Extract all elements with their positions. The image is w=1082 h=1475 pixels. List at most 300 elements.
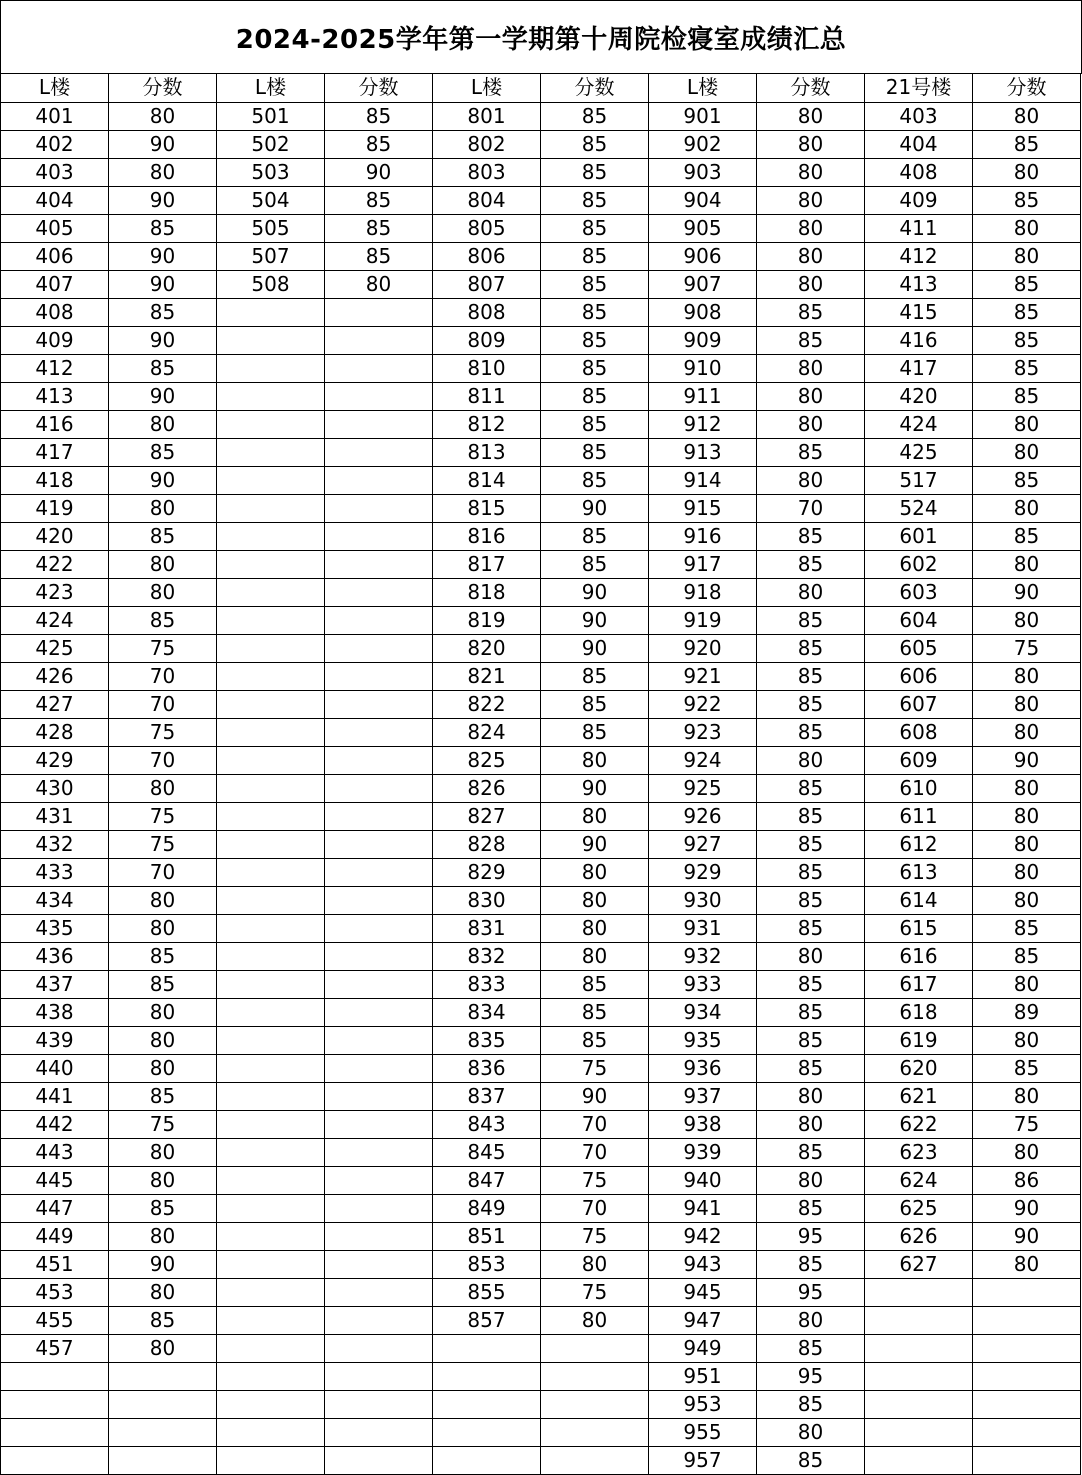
- score-cell[interactable]: 90: [973, 1222, 1081, 1250]
- room-cell[interactable]: 436: [1, 942, 109, 970]
- room-cell[interactable]: [217, 1054, 325, 1082]
- room-cell[interactable]: 614: [865, 886, 973, 914]
- score-cell[interactable]: 80: [973, 1138, 1081, 1166]
- room-cell[interactable]: [217, 746, 325, 774]
- score-cell[interactable]: 85: [541, 326, 649, 354]
- room-cell[interactable]: [217, 802, 325, 830]
- score-cell[interactable]: [325, 942, 433, 970]
- score-cell[interactable]: 80: [109, 914, 217, 942]
- score-cell[interactable]: 85: [325, 214, 433, 242]
- room-cell[interactable]: 905: [649, 214, 757, 242]
- room-cell[interactable]: 435: [1, 914, 109, 942]
- room-cell[interactable]: 815: [433, 494, 541, 522]
- score-cell[interactable]: 80: [973, 858, 1081, 886]
- score-cell[interactable]: 80: [109, 410, 217, 438]
- score-cell[interactable]: 80: [973, 718, 1081, 746]
- room-cell[interactable]: [217, 410, 325, 438]
- room-cell[interactable]: [433, 1418, 541, 1446]
- room-cell[interactable]: 845: [433, 1138, 541, 1166]
- room-cell[interactable]: 822: [433, 690, 541, 718]
- score-cell[interactable]: [325, 1278, 433, 1306]
- score-cell[interactable]: 80: [109, 494, 217, 522]
- room-cell[interactable]: 853: [433, 1250, 541, 1278]
- room-cell[interactable]: [217, 1306, 325, 1334]
- score-cell[interactable]: [973, 1306, 1081, 1334]
- score-cell[interactable]: [325, 746, 433, 774]
- score-cell[interactable]: 80: [541, 886, 649, 914]
- score-cell[interactable]: 85: [541, 690, 649, 718]
- room-cell[interactable]: [433, 1362, 541, 1390]
- room-cell[interactable]: 606: [865, 662, 973, 690]
- score-cell[interactable]: 80: [109, 1026, 217, 1054]
- room-cell[interactable]: [217, 298, 325, 326]
- room-cell[interactable]: 626: [865, 1222, 973, 1250]
- room-cell[interactable]: 603: [865, 578, 973, 606]
- score-cell[interactable]: [109, 1446, 217, 1474]
- score-cell[interactable]: 80: [109, 102, 217, 130]
- room-cell[interactable]: 425: [1, 634, 109, 662]
- room-cell[interactable]: [217, 438, 325, 466]
- room-cell[interactable]: 909: [649, 326, 757, 354]
- score-cell[interactable]: 85: [541, 102, 649, 130]
- room-cell[interactable]: 622: [865, 1110, 973, 1138]
- room-cell[interactable]: 814: [433, 466, 541, 494]
- room-cell[interactable]: 934: [649, 998, 757, 1026]
- room-cell[interactable]: 613: [865, 858, 973, 886]
- room-cell[interactable]: 951: [649, 1362, 757, 1390]
- score-cell[interactable]: 85: [757, 1334, 865, 1362]
- room-cell[interactable]: 601: [865, 522, 973, 550]
- score-cell[interactable]: 85: [109, 1194, 217, 1222]
- room-cell[interactable]: 417: [1, 438, 109, 466]
- score-cell[interactable]: 70: [109, 690, 217, 718]
- room-cell[interactable]: 921: [649, 662, 757, 690]
- room-cell[interactable]: 825: [433, 746, 541, 774]
- room-cell[interactable]: [217, 690, 325, 718]
- score-cell[interactable]: 85: [541, 214, 649, 242]
- score-cell[interactable]: 85: [757, 858, 865, 886]
- room-cell[interactable]: 611: [865, 802, 973, 830]
- score-cell[interactable]: 95: [757, 1362, 865, 1390]
- score-cell[interactable]: 85: [757, 662, 865, 690]
- room-cell[interactable]: 912: [649, 410, 757, 438]
- room-cell[interactable]: 913: [649, 438, 757, 466]
- room-cell[interactable]: 507: [217, 242, 325, 270]
- room-cell[interactable]: 617: [865, 970, 973, 998]
- score-cell[interactable]: 75: [541, 1222, 649, 1250]
- room-cell[interactable]: 616: [865, 942, 973, 970]
- score-cell[interactable]: 85: [973, 354, 1081, 382]
- score-cell[interactable]: 90: [541, 830, 649, 858]
- score-cell[interactable]: 90: [109, 270, 217, 298]
- room-cell[interactable]: 831: [433, 914, 541, 942]
- room-cell[interactable]: [217, 886, 325, 914]
- score-cell[interactable]: 90: [541, 494, 649, 522]
- score-cell[interactable]: 80: [109, 998, 217, 1026]
- score-cell[interactable]: 80: [109, 1222, 217, 1250]
- score-cell[interactable]: 80: [109, 1138, 217, 1166]
- score-cell[interactable]: 85: [973, 914, 1081, 942]
- room-cell[interactable]: [1, 1362, 109, 1390]
- room-cell[interactable]: 837: [433, 1082, 541, 1110]
- score-cell[interactable]: 85: [757, 522, 865, 550]
- score-cell[interactable]: [109, 1390, 217, 1418]
- room-cell[interactable]: 416: [1, 410, 109, 438]
- room-cell[interactable]: [217, 1250, 325, 1278]
- room-cell[interactable]: 821: [433, 662, 541, 690]
- room-cell[interactable]: 917: [649, 550, 757, 578]
- room-cell[interactable]: 857: [433, 1306, 541, 1334]
- score-cell[interactable]: [325, 326, 433, 354]
- room-cell[interactable]: [217, 466, 325, 494]
- score-cell[interactable]: 80: [973, 214, 1081, 242]
- score-cell[interactable]: 80: [541, 1250, 649, 1278]
- score-cell[interactable]: 85: [109, 1082, 217, 1110]
- score-cell[interactable]: 90: [325, 158, 433, 186]
- score-cell[interactable]: 80: [757, 354, 865, 382]
- room-cell[interactable]: 443: [1, 1138, 109, 1166]
- room-cell[interactable]: 816: [433, 522, 541, 550]
- room-cell[interactable]: 824: [433, 718, 541, 746]
- score-cell[interactable]: 85: [541, 186, 649, 214]
- score-cell[interactable]: [325, 522, 433, 550]
- room-cell[interactable]: [217, 1362, 325, 1390]
- room-cell[interactable]: 623: [865, 1138, 973, 1166]
- room-cell[interactable]: 903: [649, 158, 757, 186]
- score-cell[interactable]: 80: [541, 802, 649, 830]
- room-cell[interactable]: 938: [649, 1110, 757, 1138]
- score-cell[interactable]: 75: [541, 1166, 649, 1194]
- score-cell[interactable]: 85: [541, 382, 649, 410]
- room-cell[interactable]: 923: [649, 718, 757, 746]
- room-cell[interactable]: 501: [217, 102, 325, 130]
- room-cell[interactable]: [217, 1026, 325, 1054]
- score-cell[interactable]: 85: [109, 942, 217, 970]
- score-cell[interactable]: [325, 1362, 433, 1390]
- score-cell[interactable]: 85: [541, 242, 649, 270]
- score-cell[interactable]: 85: [541, 298, 649, 326]
- score-cell[interactable]: 85: [973, 1054, 1081, 1082]
- room-cell[interactable]: 829: [433, 858, 541, 886]
- room-cell[interactable]: 524: [865, 494, 973, 522]
- room-cell[interactable]: 620: [865, 1054, 973, 1082]
- score-cell[interactable]: [541, 1334, 649, 1362]
- room-cell[interactable]: 409: [1, 326, 109, 354]
- score-cell[interactable]: 90: [973, 746, 1081, 774]
- room-cell[interactable]: 827: [433, 802, 541, 830]
- room-cell[interactable]: 933: [649, 970, 757, 998]
- score-cell[interactable]: [325, 914, 433, 942]
- room-cell[interactable]: 843: [433, 1110, 541, 1138]
- room-cell[interactable]: [865, 1446, 973, 1474]
- room-cell[interactable]: [217, 550, 325, 578]
- score-cell[interactable]: 70: [109, 858, 217, 886]
- score-cell[interactable]: 80: [541, 858, 649, 886]
- score-cell[interactable]: 85: [757, 550, 865, 578]
- room-cell[interactable]: 417: [865, 354, 973, 382]
- room-cell[interactable]: 832: [433, 942, 541, 970]
- room-cell[interactable]: 455: [1, 1306, 109, 1334]
- room-cell[interactable]: 408: [1, 298, 109, 326]
- room-cell[interactable]: 433: [1, 858, 109, 886]
- room-cell[interactable]: 624: [865, 1166, 973, 1194]
- score-cell[interactable]: 80: [109, 1278, 217, 1306]
- score-cell[interactable]: 80: [109, 550, 217, 578]
- room-cell[interactable]: 441: [1, 1082, 109, 1110]
- score-cell[interactable]: 85: [973, 130, 1081, 158]
- room-cell[interactable]: 430: [1, 774, 109, 802]
- room-cell[interactable]: [217, 1278, 325, 1306]
- room-cell[interactable]: 619: [865, 1026, 973, 1054]
- room-cell[interactable]: 806: [433, 242, 541, 270]
- room-cell[interactable]: [865, 1278, 973, 1306]
- room-cell[interactable]: 457: [1, 1334, 109, 1362]
- score-cell[interactable]: [325, 1390, 433, 1418]
- score-cell[interactable]: 80: [973, 494, 1081, 522]
- room-cell[interactable]: 604: [865, 606, 973, 634]
- score-cell[interactable]: [325, 1222, 433, 1250]
- score-cell[interactable]: 70: [541, 1194, 649, 1222]
- score-cell[interactable]: 80: [973, 102, 1081, 130]
- score-cell[interactable]: 85: [541, 718, 649, 746]
- score-cell[interactable]: 85: [541, 522, 649, 550]
- room-cell[interactable]: 445: [1, 1166, 109, 1194]
- score-cell[interactable]: [325, 1334, 433, 1362]
- room-cell[interactable]: [217, 606, 325, 634]
- score-cell[interactable]: 85: [973, 298, 1081, 326]
- room-cell[interactable]: [217, 942, 325, 970]
- room-cell[interactable]: [217, 354, 325, 382]
- room-cell[interactable]: 434: [1, 886, 109, 914]
- score-cell[interactable]: 85: [757, 438, 865, 466]
- room-cell[interactable]: 605: [865, 634, 973, 662]
- room-cell[interactable]: 807: [433, 270, 541, 298]
- room-cell[interactable]: 919: [649, 606, 757, 634]
- room-cell[interactable]: 945: [649, 1278, 757, 1306]
- room-cell[interactable]: 431: [1, 802, 109, 830]
- room-cell[interactable]: 406: [1, 242, 109, 270]
- score-cell[interactable]: [325, 438, 433, 466]
- room-cell[interactable]: 423: [1, 578, 109, 606]
- room-cell[interactable]: 927: [649, 830, 757, 858]
- score-cell[interactable]: 85: [541, 550, 649, 578]
- room-cell[interactable]: 809: [433, 326, 541, 354]
- score-cell[interactable]: [973, 1362, 1081, 1390]
- room-cell[interactable]: 818: [433, 578, 541, 606]
- score-cell[interactable]: 85: [325, 102, 433, 130]
- score-cell[interactable]: 85: [541, 158, 649, 186]
- room-cell[interactable]: 422: [1, 550, 109, 578]
- score-cell[interactable]: 80: [973, 1082, 1081, 1110]
- score-cell[interactable]: 85: [973, 382, 1081, 410]
- room-cell[interactable]: 855: [433, 1278, 541, 1306]
- score-cell[interactable]: 80: [973, 242, 1081, 270]
- room-cell[interactable]: [217, 1110, 325, 1138]
- room-cell[interactable]: 627: [865, 1250, 973, 1278]
- room-cell[interactable]: [217, 830, 325, 858]
- score-cell[interactable]: 85: [757, 998, 865, 1026]
- score-cell[interactable]: 85: [973, 326, 1081, 354]
- room-cell[interactable]: 625: [865, 1194, 973, 1222]
- room-cell[interactable]: [1, 1446, 109, 1474]
- score-cell[interactable]: [325, 1250, 433, 1278]
- score-cell[interactable]: 80: [757, 466, 865, 494]
- score-cell[interactable]: [325, 886, 433, 914]
- score-cell[interactable]: [325, 1306, 433, 1334]
- room-cell[interactable]: 621: [865, 1082, 973, 1110]
- score-cell[interactable]: 90: [541, 606, 649, 634]
- room-cell[interactable]: 505: [217, 214, 325, 242]
- room-cell[interactable]: 851: [433, 1222, 541, 1250]
- room-cell[interactable]: 941: [649, 1194, 757, 1222]
- score-cell[interactable]: 80: [973, 970, 1081, 998]
- room-cell[interactable]: 908: [649, 298, 757, 326]
- room-cell[interactable]: 442: [1, 1110, 109, 1138]
- score-cell[interactable]: 80: [973, 662, 1081, 690]
- score-cell[interactable]: 80: [757, 1166, 865, 1194]
- score-cell[interactable]: 90: [109, 186, 217, 214]
- score-cell[interactable]: [325, 662, 433, 690]
- room-cell[interactable]: [217, 382, 325, 410]
- score-cell[interactable]: 75: [109, 634, 217, 662]
- room-cell[interactable]: 820: [433, 634, 541, 662]
- score-cell[interactable]: [325, 718, 433, 746]
- room-cell[interactable]: 826: [433, 774, 541, 802]
- room-cell[interactable]: [217, 662, 325, 690]
- score-cell[interactable]: 90: [973, 578, 1081, 606]
- score-cell[interactable]: 90: [541, 1082, 649, 1110]
- score-cell[interactable]: 75: [973, 634, 1081, 662]
- room-cell[interactable]: 602: [865, 550, 973, 578]
- score-cell[interactable]: 85: [541, 998, 649, 1026]
- score-cell[interactable]: 85: [757, 1194, 865, 1222]
- room-cell[interactable]: 943: [649, 1250, 757, 1278]
- room-cell[interactable]: 413: [865, 270, 973, 298]
- room-cell[interactable]: 429: [1, 746, 109, 774]
- room-cell[interactable]: 440: [1, 1054, 109, 1082]
- room-cell[interactable]: [433, 1390, 541, 1418]
- score-cell[interactable]: 85: [541, 970, 649, 998]
- room-cell[interactable]: 449: [1, 1222, 109, 1250]
- room-cell[interactable]: 420: [865, 382, 973, 410]
- score-cell[interactable]: 80: [973, 550, 1081, 578]
- score-cell[interactable]: 80: [757, 102, 865, 130]
- score-cell[interactable]: 85: [973, 522, 1081, 550]
- score-cell[interactable]: 80: [757, 186, 865, 214]
- score-cell[interactable]: 80: [973, 1250, 1081, 1278]
- room-cell[interactable]: 920: [649, 634, 757, 662]
- room-cell[interactable]: 407: [1, 270, 109, 298]
- room-cell[interactable]: 432: [1, 830, 109, 858]
- score-cell[interactable]: 89: [973, 998, 1081, 1026]
- score-cell[interactable]: [325, 1110, 433, 1138]
- score-cell[interactable]: 80: [109, 1054, 217, 1082]
- room-cell[interactable]: 810: [433, 354, 541, 382]
- room-cell[interactable]: 911: [649, 382, 757, 410]
- score-cell[interactable]: 80: [757, 578, 865, 606]
- score-cell[interactable]: 85: [757, 1250, 865, 1278]
- score-cell[interactable]: 80: [325, 270, 433, 298]
- room-cell[interactable]: 502: [217, 130, 325, 158]
- score-cell[interactable]: 85: [757, 634, 865, 662]
- room-cell[interactable]: [217, 1390, 325, 1418]
- room-cell[interactable]: [217, 998, 325, 1026]
- score-cell[interactable]: 80: [973, 158, 1081, 186]
- room-cell[interactable]: 404: [865, 130, 973, 158]
- room-cell[interactable]: 401: [1, 102, 109, 130]
- room-cell[interactable]: 451: [1, 1250, 109, 1278]
- score-cell[interactable]: 80: [109, 158, 217, 186]
- score-cell[interactable]: 85: [541, 438, 649, 466]
- room-cell[interactable]: 828: [433, 830, 541, 858]
- score-cell[interactable]: 70: [541, 1138, 649, 1166]
- score-cell[interactable]: 80: [757, 270, 865, 298]
- room-cell[interactable]: 610: [865, 774, 973, 802]
- room-cell[interactable]: 403: [1, 158, 109, 186]
- room-cell[interactable]: 942: [649, 1222, 757, 1250]
- score-cell[interactable]: [325, 1418, 433, 1446]
- score-cell[interactable]: 85: [757, 690, 865, 718]
- room-cell[interactable]: [217, 1446, 325, 1474]
- score-cell[interactable]: 85: [541, 662, 649, 690]
- score-cell[interactable]: [541, 1418, 649, 1446]
- room-cell[interactable]: 918: [649, 578, 757, 606]
- score-cell[interactable]: 75: [109, 1110, 217, 1138]
- room-cell[interactable]: 935: [649, 1026, 757, 1054]
- score-cell[interactable]: 85: [541, 466, 649, 494]
- score-cell[interactable]: 70: [541, 1110, 649, 1138]
- room-cell[interactable]: 508: [217, 270, 325, 298]
- room-cell[interactable]: 405: [1, 214, 109, 242]
- room-cell[interactable]: 953: [649, 1390, 757, 1418]
- room-cell[interactable]: [217, 522, 325, 550]
- score-cell[interactable]: 70: [109, 746, 217, 774]
- room-cell[interactable]: [217, 970, 325, 998]
- room-cell[interactable]: 914: [649, 466, 757, 494]
- score-cell[interactable]: 80: [973, 690, 1081, 718]
- room-cell[interactable]: 916: [649, 522, 757, 550]
- room-cell[interactable]: 811: [433, 382, 541, 410]
- score-cell[interactable]: 85: [757, 774, 865, 802]
- room-cell[interactable]: 947: [649, 1306, 757, 1334]
- score-cell[interactable]: 90: [109, 326, 217, 354]
- room-cell[interactable]: [217, 326, 325, 354]
- score-cell[interactable]: 80: [757, 942, 865, 970]
- room-cell[interactable]: 411: [865, 214, 973, 242]
- room-cell[interactable]: 925: [649, 774, 757, 802]
- score-cell[interactable]: 85: [973, 942, 1081, 970]
- score-cell[interactable]: 85: [973, 186, 1081, 214]
- score-cell[interactable]: [541, 1446, 649, 1474]
- room-cell[interactable]: 936: [649, 1054, 757, 1082]
- room-cell[interactable]: 412: [1, 354, 109, 382]
- score-cell[interactable]: 90: [109, 466, 217, 494]
- score-cell[interactable]: 85: [109, 970, 217, 998]
- room-cell[interactable]: 425: [865, 438, 973, 466]
- score-cell[interactable]: [325, 550, 433, 578]
- room-cell[interactable]: 424: [865, 410, 973, 438]
- room-cell[interactable]: 608: [865, 718, 973, 746]
- room-cell[interactable]: 922: [649, 690, 757, 718]
- score-cell[interactable]: 75: [541, 1054, 649, 1082]
- room-cell[interactable]: 929: [649, 858, 757, 886]
- score-cell[interactable]: 80: [757, 1110, 865, 1138]
- room-cell[interactable]: 813: [433, 438, 541, 466]
- score-cell[interactable]: 90: [109, 130, 217, 158]
- score-cell[interactable]: 80: [973, 410, 1081, 438]
- score-cell[interactable]: 85: [757, 1446, 865, 1474]
- room-cell[interactable]: 835: [433, 1026, 541, 1054]
